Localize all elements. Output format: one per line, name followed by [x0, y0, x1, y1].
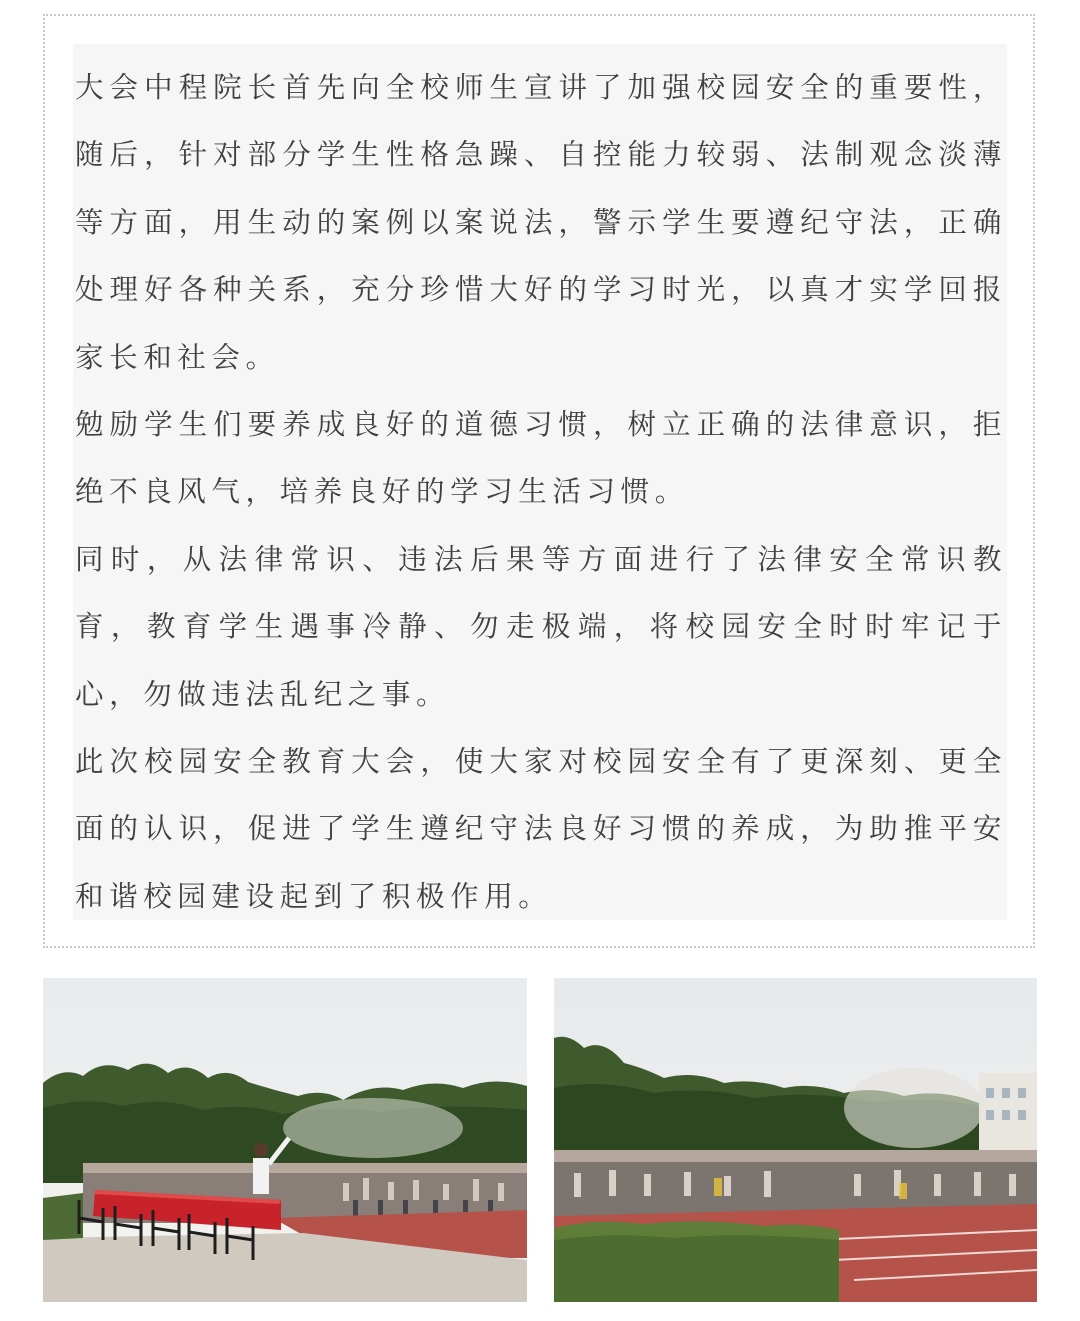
article-text-panel	[73, 44, 1007, 920]
assembly-photo-students	[554, 978, 1037, 1302]
paragraph-2: 勉励学生们要养成良好的道德习惯，树立正确的法律意识，拒绝不良风气，培养良好的学习生活习惯。	[75, 408, 1007, 509]
assembly-photo-speaker	[43, 978, 527, 1302]
paragraph-4: 此次校园安全教育大会，使大家对校园安全有了更深刻、更全面的认识，促进了学生遵纪守法良好习惯的养成，为助推平安和谐校园建设起到了积极作用。	[75, 745, 1007, 913]
paragraph-3: 同时，从法律常识、违法后果等方面进行了法律安全常识教育，教育学生遇事冷静、勿走极端，将校园安全时时牢记于心，勿做违法乱纪之事。	[75, 542, 1007, 711]
assembly-photo-students-image	[554, 978, 1037, 1302]
assembly-photo-speaker-image	[43, 978, 527, 1302]
paragraph-1: 大会中程院长首先向全校师生宣讲了加强校园安全的重要性，随后，针对部分学生性格急躁、自控能力较弱、法制观念淡薄等方面，用生动的案例以案说法，警示学生要遵纪守法，正确处理好各种关系，充分珍惜大好的学习时光，以真才实学回报家长和社会。	[75, 71, 1007, 374]
